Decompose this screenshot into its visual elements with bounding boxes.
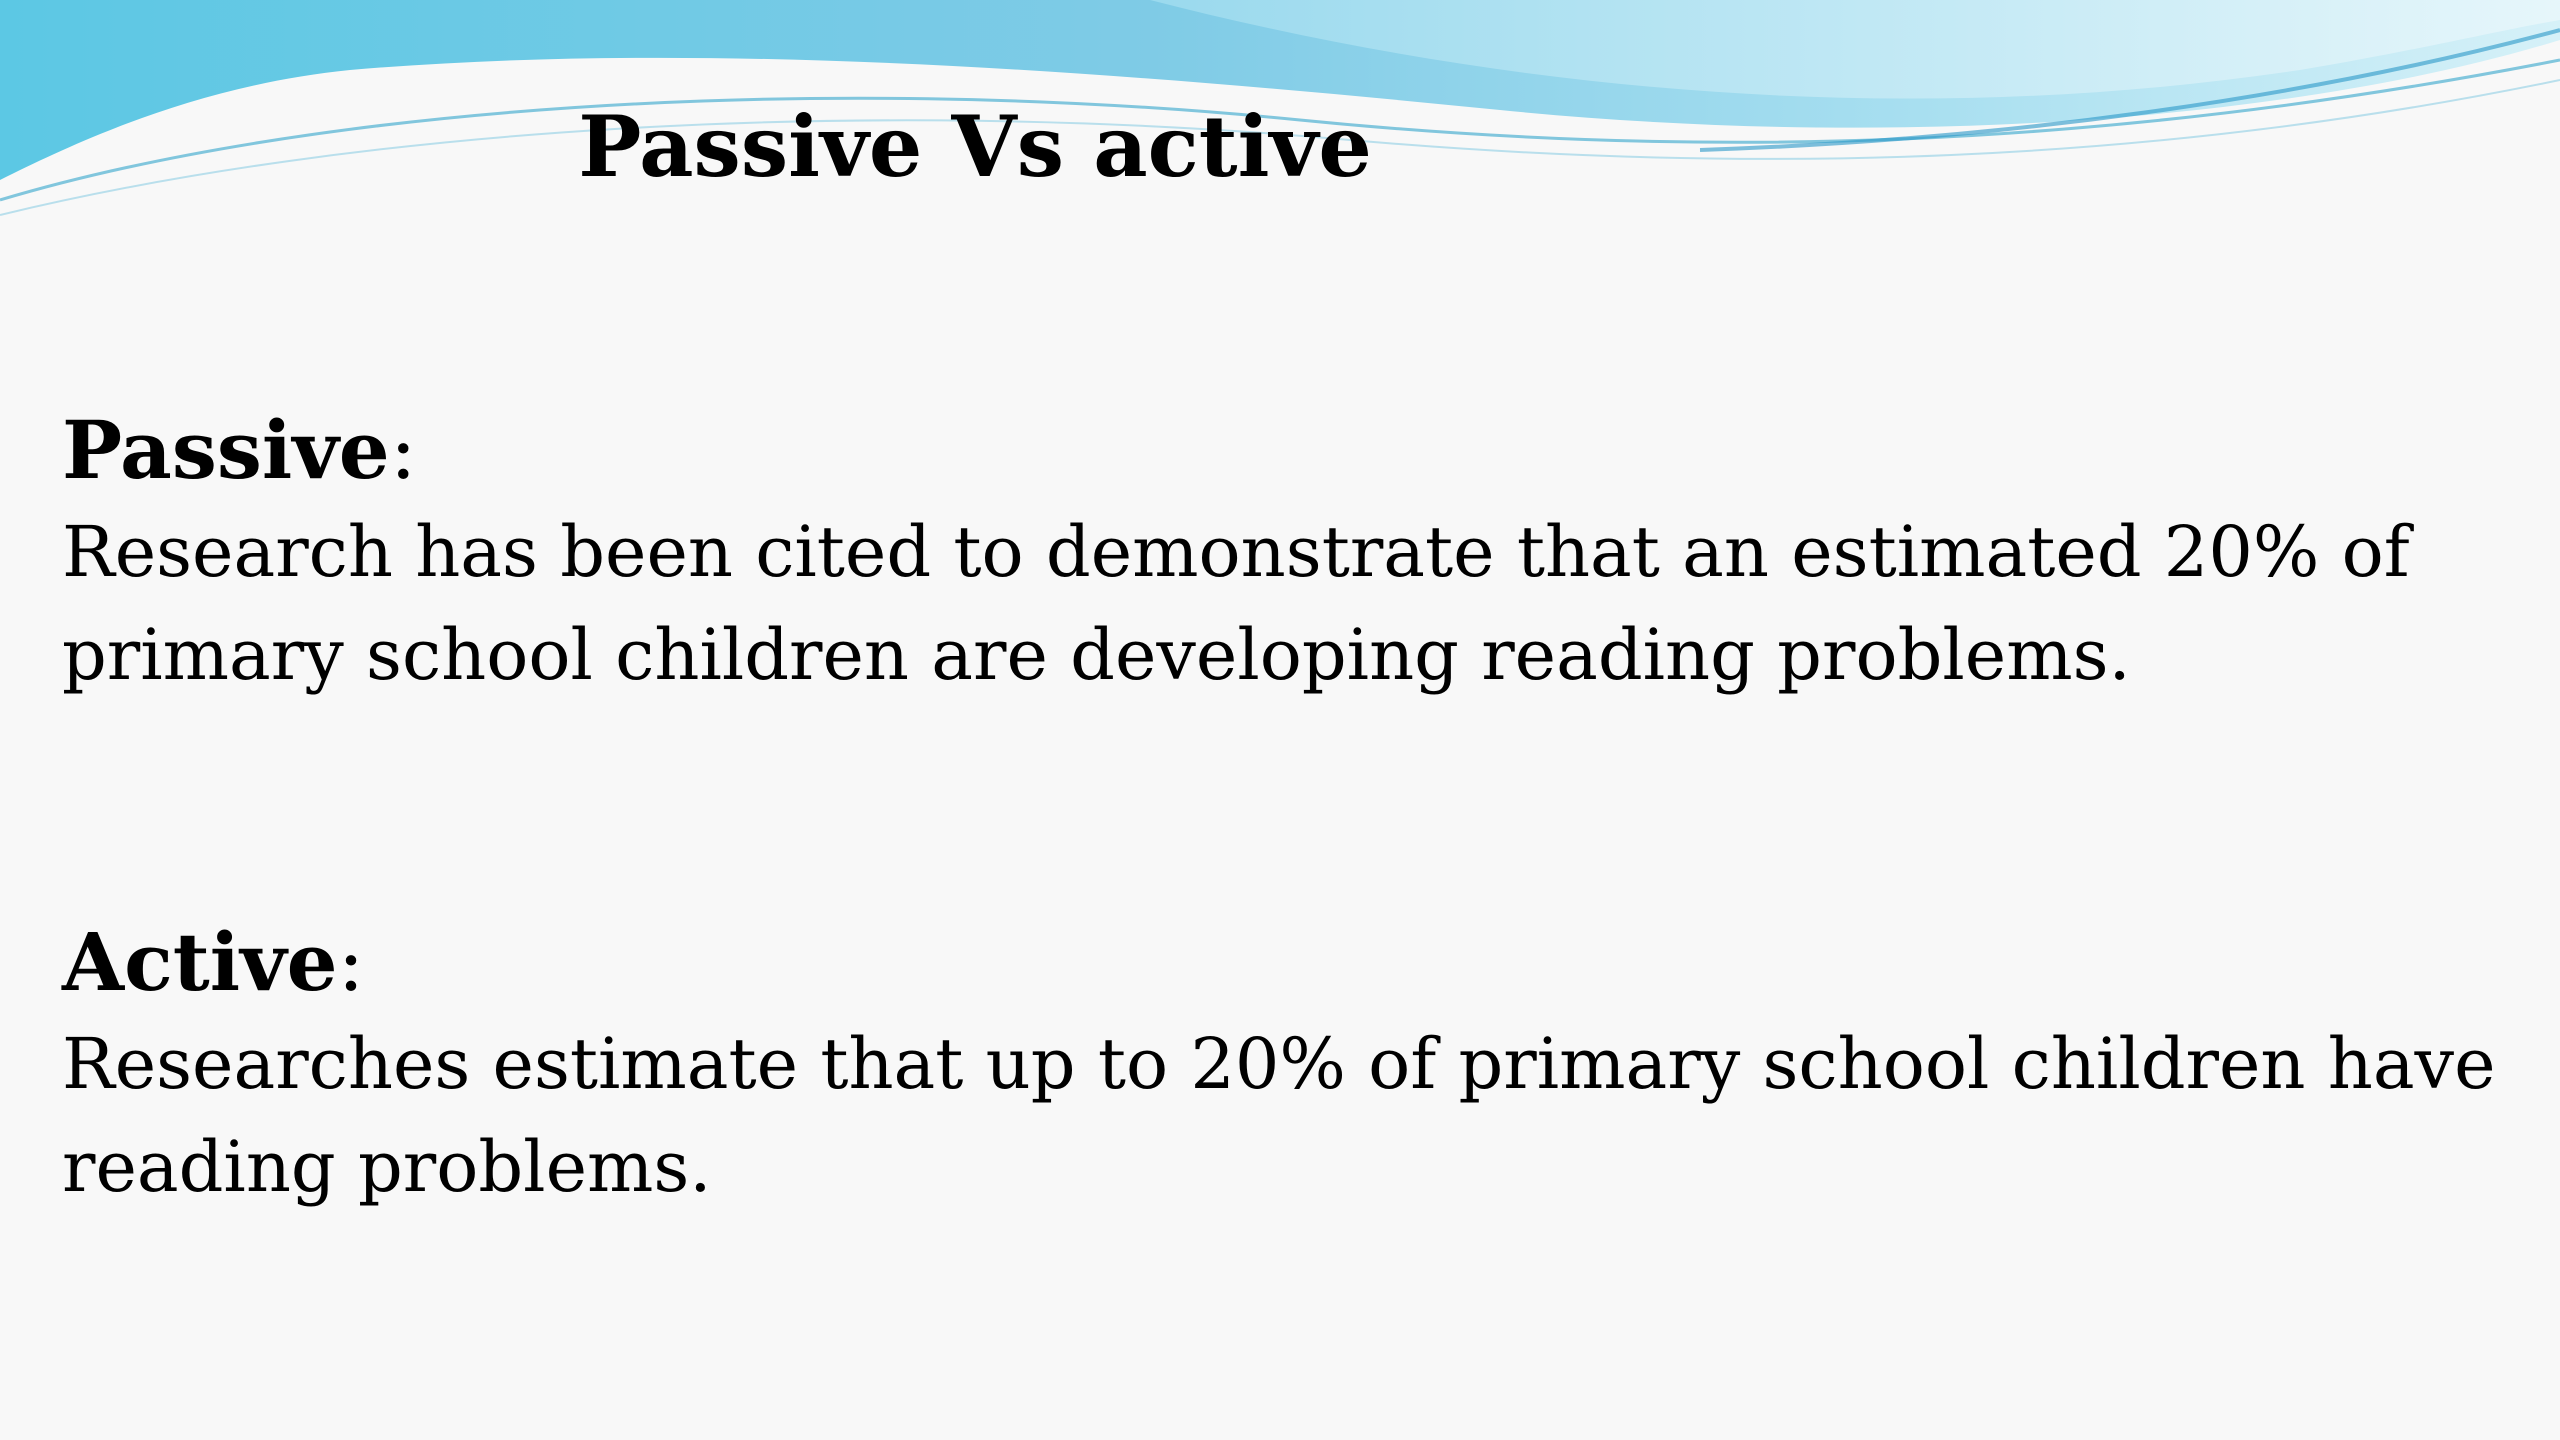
active-heading-colon: : (337, 916, 365, 1009)
passive-text: Research has been cited to demonstrate that an estimated 20% of primary school children are developing reading problems. (62, 511, 2410, 696)
slide-title: Passive Vs active (578, 97, 1372, 196)
passive-heading (62, 400, 2502, 501)
passive-heading-label: Passive (62, 403, 390, 497)
active-text: Researches estimate that up to 20% of primary school children have reading problems. (62, 1023, 2496, 1208)
active-heading (62, 912, 2502, 1013)
active-section (62, 912, 2502, 1219)
passive-heading-colon: : (389, 404, 417, 497)
active-heading-label: Active (62, 915, 338, 1009)
passive-section (62, 400, 2502, 707)
